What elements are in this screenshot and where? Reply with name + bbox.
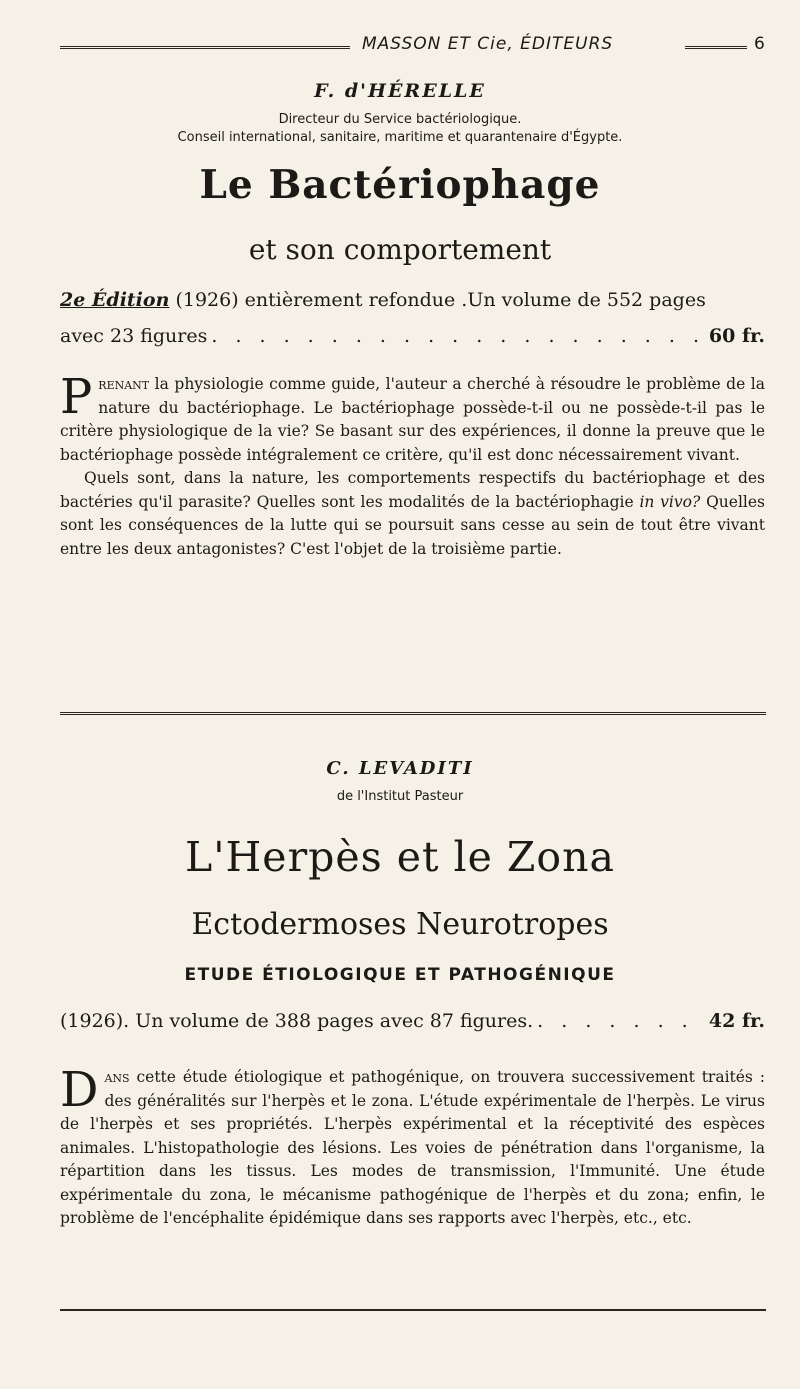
book1-edition-line (60, 289, 765, 311)
book2-price: 42 fr. (708, 1010, 765, 1032)
book1-affiliation-2: Conseil international, sanitaire, maritime et quarantenaire d'Égypte. (177, 130, 623, 145)
book1-description (60, 369, 765, 561)
book2-price-line (60, 1010, 765, 1032)
book1-lead-word: renant (98, 375, 150, 393)
book2-title: L'Herpès et le Zona (185, 833, 615, 881)
book1-paragraph-1-text: la physiologie comme guide, l'auteur a cherché à résoudre le problème de la nature du bactériophage. Le bactériophage possède-t-il ou ne possède-t-il pas le critère physiologique de la vie? Se basant sur des expériences, il donne la preuve que le bactériophage possède intégralement ce critère, qu'il est donc nécessairement vivant. (60, 375, 765, 464)
book1-author: F. d'HÉRELLE (314, 80, 486, 102)
book1-edition-label: 2e Édition (60, 289, 170, 311)
book2-caps-subtitle: ETUDE ÉTIOLOGIQUE ET PATHOGÉNIQUE (184, 965, 616, 985)
book1-price-line (60, 325, 765, 347)
book2-affiliation: de l'Institut Pasteur (336, 789, 464, 804)
book2-paragraph-1 (60, 1062, 765, 1231)
book2-subtitle: Ectodermoses Neurotropes (191, 907, 609, 942)
book2-description (60, 1062, 765, 1231)
book1-paragraph-2-text-a: Quels sont, dans la nature, les comportements respectifs du bactériophage et des bactéries qu'il parasite? Quelles sont les modalités de la bactériophagie (60, 469, 765, 511)
book1-paragraph-1 (60, 369, 765, 467)
book1-price: 60 fr. (708, 325, 765, 347)
leader-dots (211, 325, 705, 347)
book2-dropcap: D (60, 1062, 99, 1118)
book1-paragraph-2 (60, 467, 765, 561)
publisher-name: MASSON ET Cie, ÉDITEURS (362, 34, 614, 54)
bottom-divider (60, 1309, 766, 1311)
book1-subtitle: et son comportement (248, 233, 552, 266)
running-header (60, 34, 766, 58)
leader-dots (537, 1010, 705, 1032)
book1-paragraph-2-text-b: Quelles sont les conséquences de la lutte qui se poursuit sans cesse au sein de tout être vivant entre les deux antagonistes? C'est l'objet de la troisième partie. (60, 492, 765, 558)
book2-volume-info: (1926). Un volume de 388 pages avec 87 figures. (60, 1010, 534, 1032)
book1-edition-details: (1926) entièrement refondue .Un volume de 552 pages (175, 289, 706, 311)
header-rule-right (685, 46, 747, 49)
book2-lead-word: ans (104, 1068, 130, 1086)
book2-paragraph-1-text: cette étude étiologique et pathogénique, on trouvera successivement traités : des généralités sur l'herpès et le zona. L'étude expérimentale de l'herpès. Le virus de l'herpès et ses propriétés. L'herpès expérimental et la réceptivité des espèces animales. L'histopathologie des lésions. Les voies de pénétration dans l'organisme, la répartition dans les tissus. Les modes de transmission, l'Immunité. Une étude expérimentale du zona, le mécanisme pathogénique de l'herpès et du zona; enfin, le problème de l'encéphalite épidémique dans ses rapports avec l'herpès, etc., etc. (60, 1068, 765, 1227)
book1-figures: avec 23 figures (60, 325, 208, 347)
page-number: 6 (754, 34, 765, 54)
book1-title: Le Bactériophage (199, 162, 601, 208)
header-rule-left (60, 46, 350, 49)
section-divider (60, 712, 766, 715)
book1-dropcap: P (60, 369, 93, 425)
book1-affiliation-1: Directeur du Service bactériologique. (278, 112, 522, 127)
book1-in-vivo: in vivo? (639, 492, 701, 511)
book2-author: C. LEVADITI (326, 758, 474, 779)
